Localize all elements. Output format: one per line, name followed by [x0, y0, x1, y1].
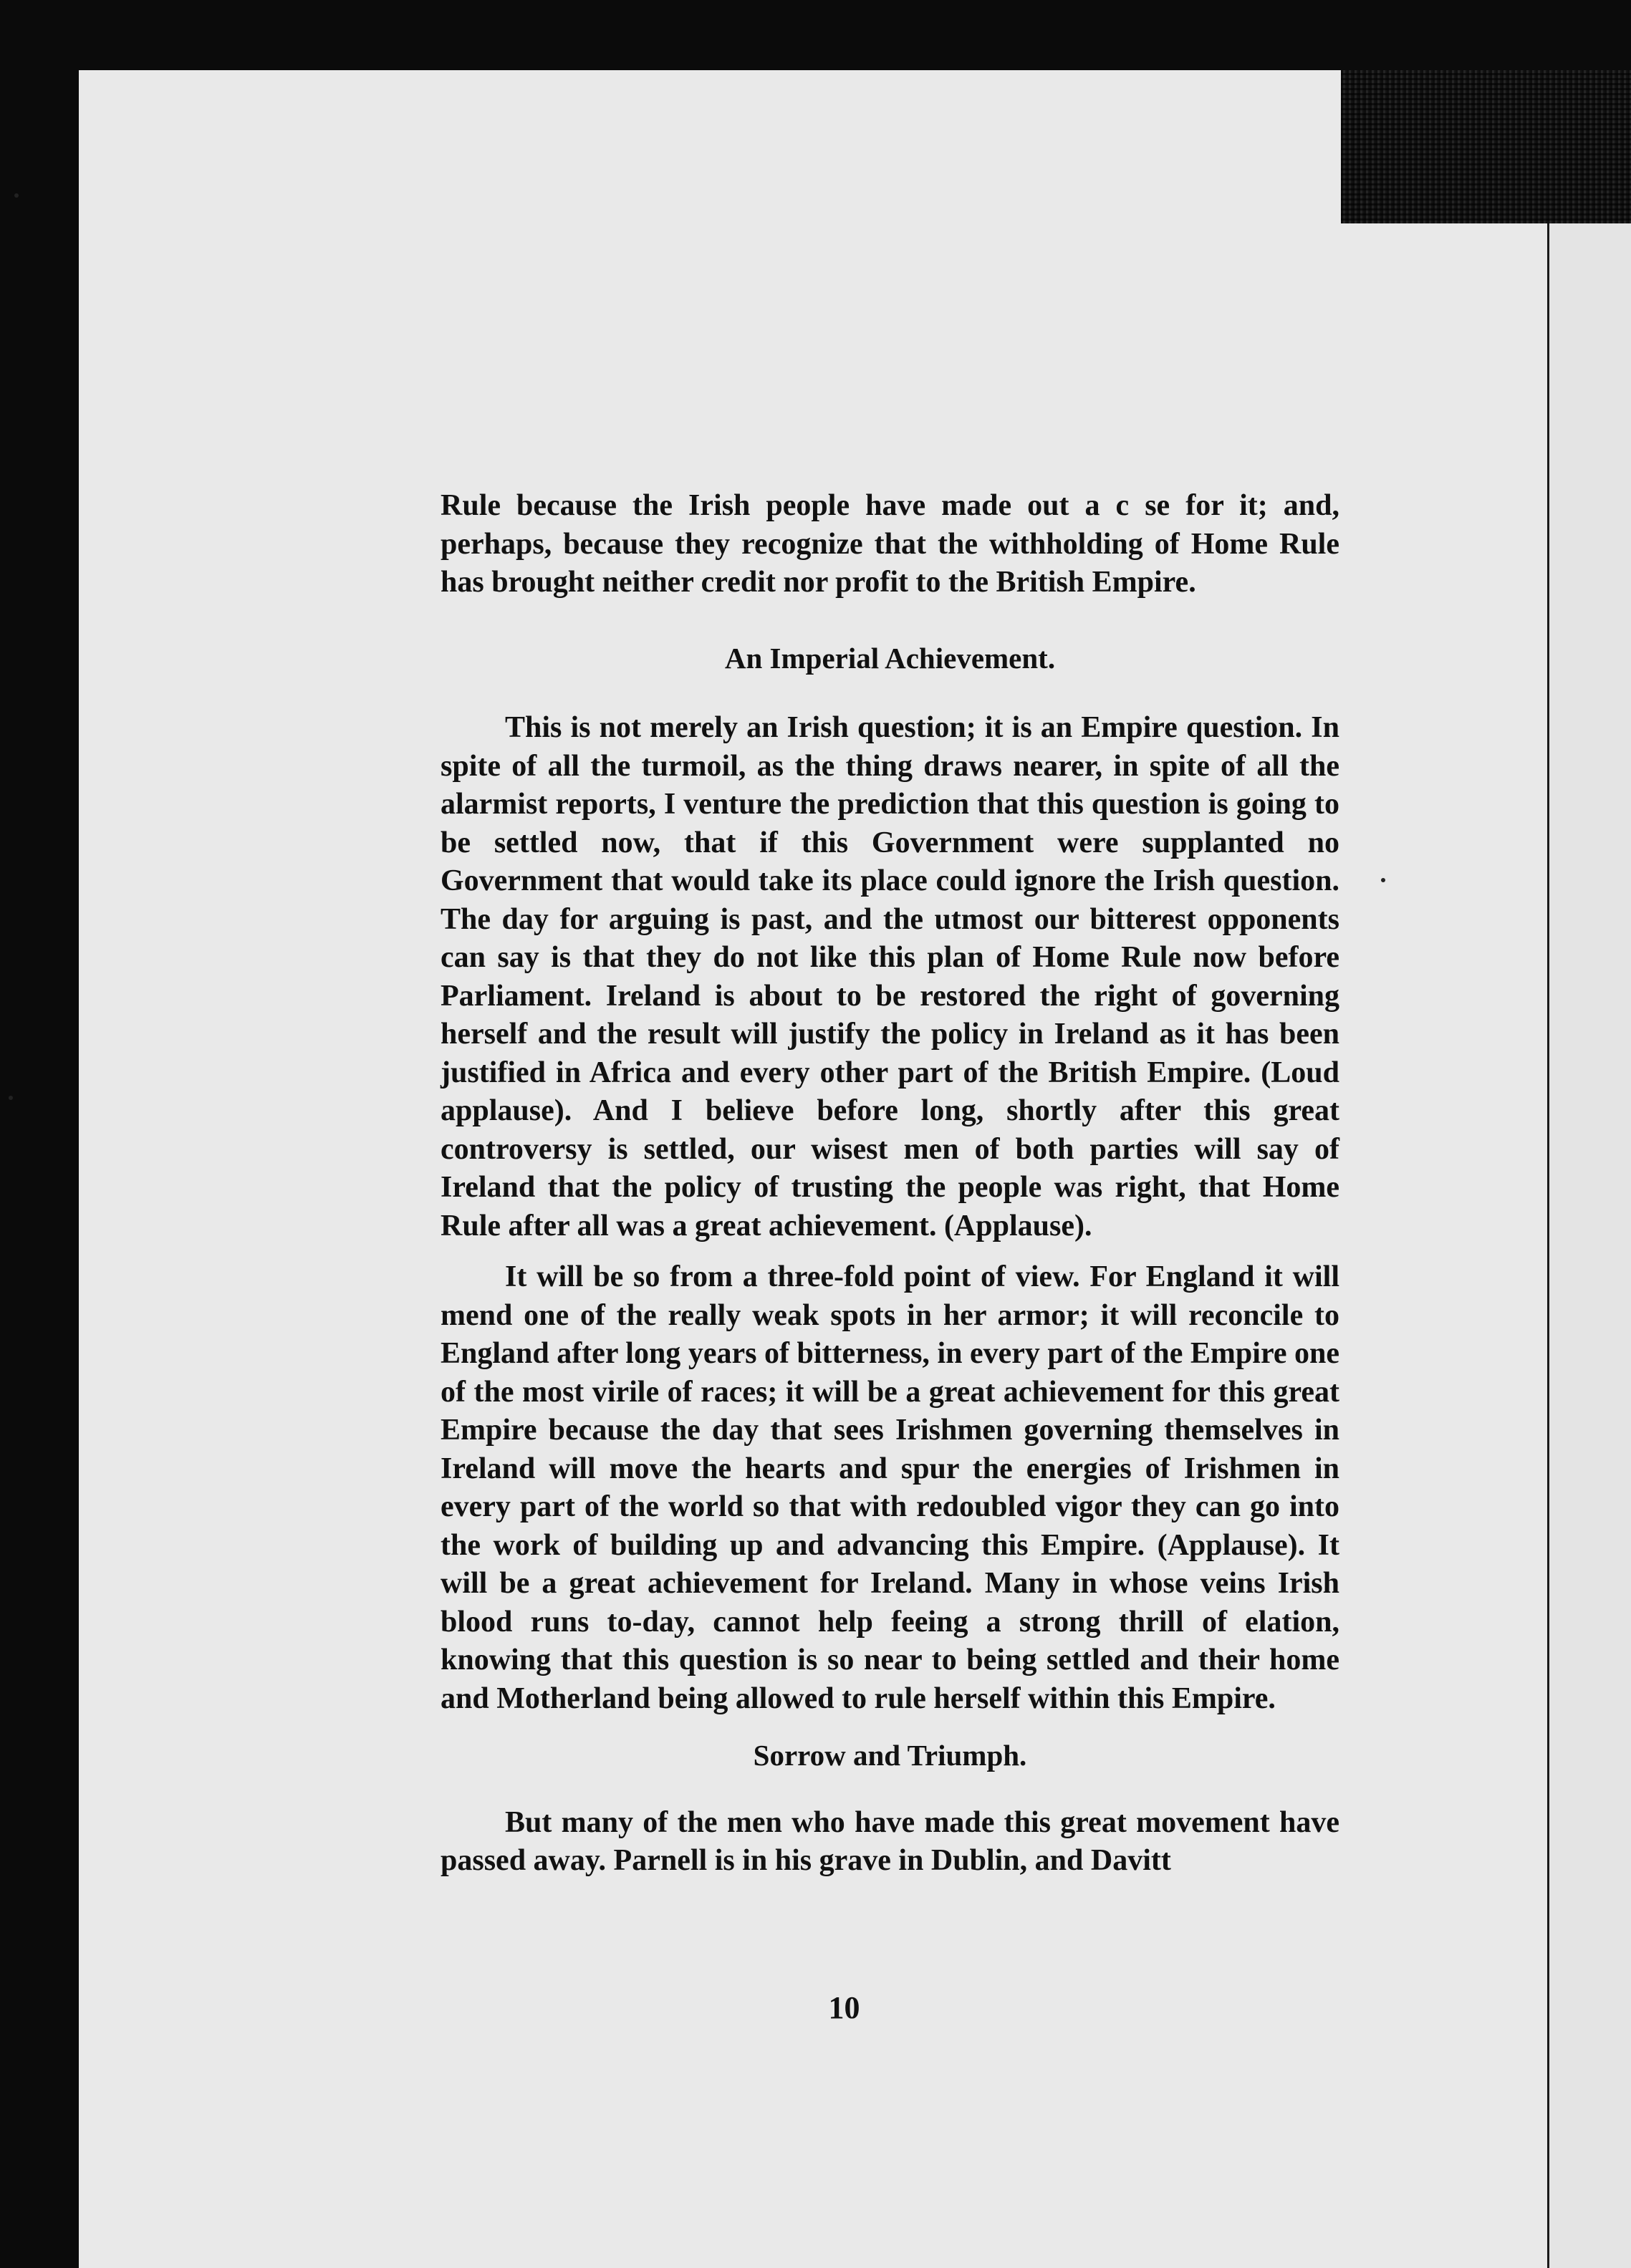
document-body: [441, 487, 1339, 1881]
scan-speck: [14, 193, 19, 198]
paragraph-passed-away: But many of the men who have made this great movement have passed away. Parnell is in his grave in Dublin, and Davitt: [441, 1805, 1339, 1877]
scan-speck: [1381, 878, 1385, 882]
scan-speck: [9, 1096, 13, 1100]
page-number: 10: [828, 1990, 860, 2025]
facing-page-edge: [1547, 70, 1631, 2268]
paragraph-three-fold: It will be so from a three-fold point of view. For England it will mend one of the really weak spots in her armor; it will reconcile to England after long years of bitterness, in every part of the Empire one of the most virile of races; it will be a great achievement for this great Empire because the day that sees Irishmen governing themselves in Ireland will move the hearts and spur the energies of Irishmen in every part of the world so that with redoubled vigor they can go into the work of building up and advancing this Empire. (Applause). It will be a great achievement for Ireland. Many in whose veins Irish blood runs to-day, cannot help feeing a strong thrill of elation, knowing that this question is so near to being settled and their home and Motherland being allowed to rule herself within this Empire.: [441, 1260, 1339, 1715]
binding-strip: [1341, 70, 1631, 223]
paragraph-empire-question: This is not merely an Irish question; it is an Empire question. In spite of all the turmoil, as the thing draws nearer, in spite of all the alarmist reports, I venture the prediction that this question is going to be settled now, that if this Government were supplanted no Government that would take its place could ignore the Irish question. The day for arguing is past, and the utmost our bitterest opponents can say is that they do not like this plan of Home Rule now before Parliament. Ireland is about to be restored the right of governing herself and the result will justify the policy in Ireland as it has been justified in Africa and every other part of the British Empire. (Loud applause). And I believe before long, shortly after this great controversy is settled, our wisest men of both parties will say of Ireland that the policy of trusting the people was right, that Home Rule after all was a great achievement. (Applause).: [441, 711, 1339, 1242]
heading-imperial-achievement: An Imperial Achievement.: [724, 641, 1056, 675]
heading-sorrow-triumph: Sorrow and Triumph.: [753, 1739, 1027, 1772]
paragraph-intro: Rule because the Irish people have made out a c se for it; and, perhaps, because they recognize that the withholding of Home Rule has brought neither credit nor profit to the British Empire.: [441, 489, 1339, 599]
